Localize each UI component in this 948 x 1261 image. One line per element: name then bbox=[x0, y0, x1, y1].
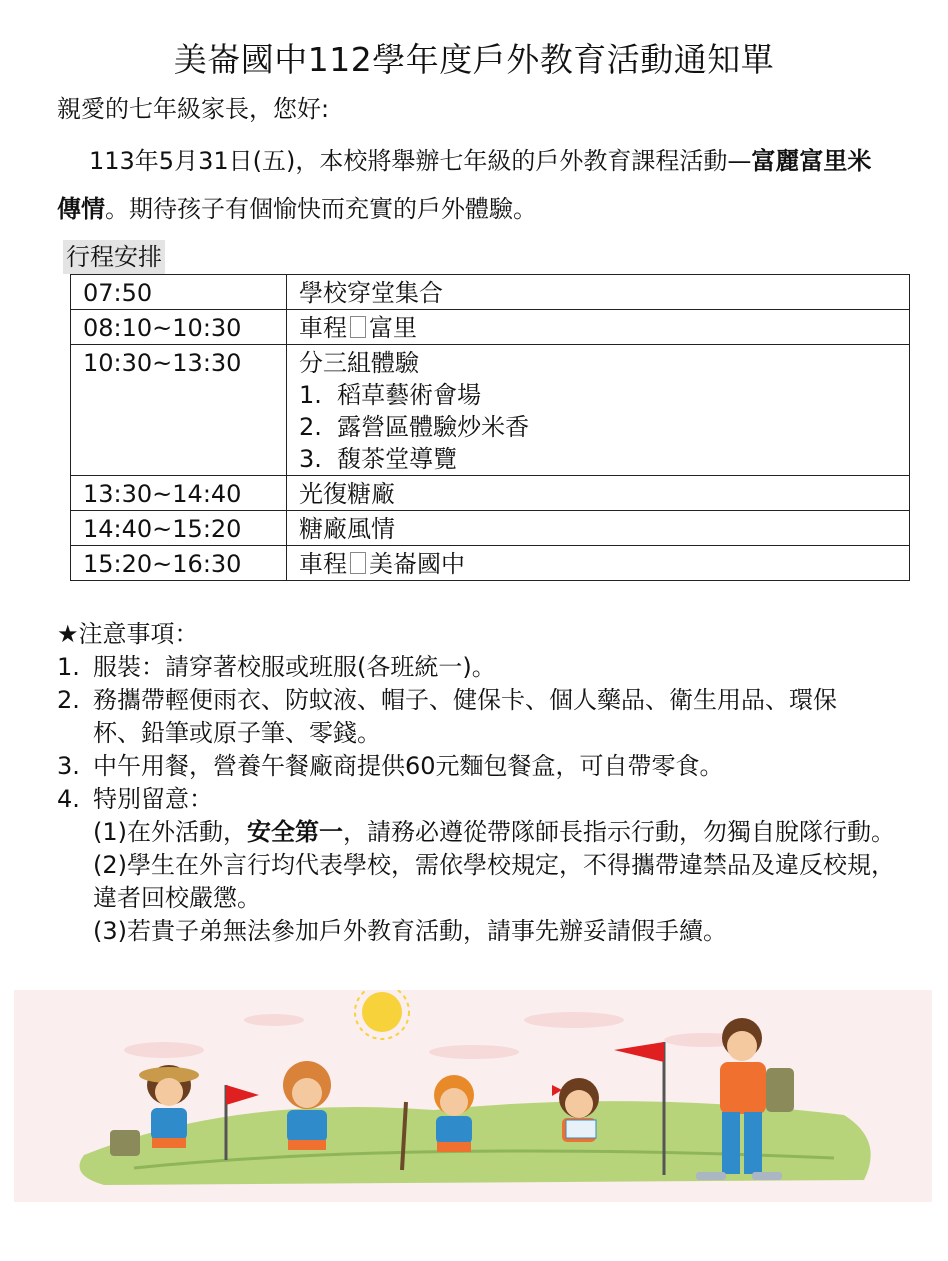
table-row bbox=[71, 310, 910, 345]
activity-cell: 光復糖廠 bbox=[287, 476, 910, 511]
activity-cell: 學校穿堂集合 bbox=[287, 275, 910, 310]
list-item bbox=[57, 684, 917, 750]
list-item: 2. 露營區體驗炒米香 bbox=[299, 413, 530, 441]
table-row bbox=[71, 511, 910, 546]
activity-name: 富麗富里米傳情 bbox=[57, 147, 872, 223]
schedule-label: 行程安排 bbox=[63, 240, 165, 274]
intro-text-1: 113年5月31日(五)，本校將舉辦七年級的戶外教育課程活動— bbox=[89, 147, 752, 175]
list-item: 3. 馥茶堂導覽 bbox=[299, 445, 458, 473]
time-cell: 07:50 bbox=[71, 275, 287, 310]
missing-glyph-icon bbox=[350, 316, 366, 338]
item-number: 1. bbox=[57, 653, 80, 681]
page-title: 美崙國中112學年度戶外教育活動通知單 bbox=[173, 40, 775, 79]
notice-section bbox=[57, 618, 917, 948]
item-number: 4. bbox=[57, 785, 80, 813]
time-cell: 13:30~14:40 bbox=[71, 476, 287, 511]
activity-text: 車程 bbox=[299, 550, 347, 578]
item-number: 3. bbox=[57, 752, 80, 780]
list-item bbox=[57, 750, 917, 783]
activity-cell: 糖廠風情 bbox=[287, 511, 910, 546]
activity-cell bbox=[287, 310, 910, 345]
hiking-kids-illustration bbox=[14, 990, 932, 1202]
activity-text: 車程 bbox=[299, 314, 347, 342]
time-cell: 10:30~13:30 bbox=[71, 345, 287, 476]
table-row bbox=[71, 345, 910, 476]
activity-cell bbox=[287, 345, 910, 476]
time-cell: 15:20~16:30 bbox=[71, 546, 287, 581]
activity-text: 分三組體驗 bbox=[299, 349, 419, 377]
list-item bbox=[57, 783, 917, 816]
item-text: 特別留意： bbox=[93, 785, 213, 813]
item-text: 務攜帶輕便雨衣、防蚊液、帽子、健保卡、個人藥品、衛生用品、環保杯、鉛筆或原子筆、零錢。 bbox=[93, 686, 837, 747]
activity-cell bbox=[287, 546, 910, 581]
item-text: 服裝：請穿著校服或班服(各班統一)。 bbox=[93, 653, 496, 681]
safety-emphasis: 安全第一 bbox=[247, 818, 343, 846]
item-number: 2. bbox=[57, 686, 80, 714]
activity-text: 美崙國中 bbox=[369, 550, 465, 578]
table-row bbox=[71, 546, 910, 581]
time-cell: 08:10~10:30 bbox=[71, 310, 287, 345]
intro-text-2: 。期待孩子有個愉快而充實的戶外體驗。 bbox=[105, 195, 537, 223]
table-row bbox=[71, 476, 910, 511]
missing-glyph-icon bbox=[350, 552, 366, 574]
time-cell: 14:40~15:20 bbox=[71, 511, 287, 546]
activity-text: 富里 bbox=[369, 314, 417, 342]
schedule-table bbox=[70, 274, 910, 581]
sub-item-text: (1)在外活動， bbox=[93, 818, 247, 846]
list-item bbox=[57, 651, 917, 684]
sub-item: (2)學生在外言行均代表學校，需依學校規定，不得攜帶違禁品及違反校規，違者回校嚴懲。 bbox=[93, 851, 895, 912]
intro-paragraph bbox=[57, 137, 887, 233]
greeting: 親愛的七年級家長，您好: bbox=[57, 95, 330, 123]
sub-item: (3)若貴子弟無法參加戶外教育活動，請事先辦妥請假手續。 bbox=[93, 917, 727, 945]
sub-item bbox=[57, 816, 917, 849]
list-item: 1. 稻草藝術會場 bbox=[299, 381, 482, 409]
item-text: 中午用餐，營養午餐廠商提供60元麵包餐盒，可自帶零食。 bbox=[93, 752, 724, 780]
table-row bbox=[71, 275, 910, 310]
sub-item-text: ，請務必遵從帶隊師長指示行動，勿獨自脫隊行動。 bbox=[343, 818, 895, 846]
notice-heading: ★注意事項： bbox=[57, 620, 199, 648]
